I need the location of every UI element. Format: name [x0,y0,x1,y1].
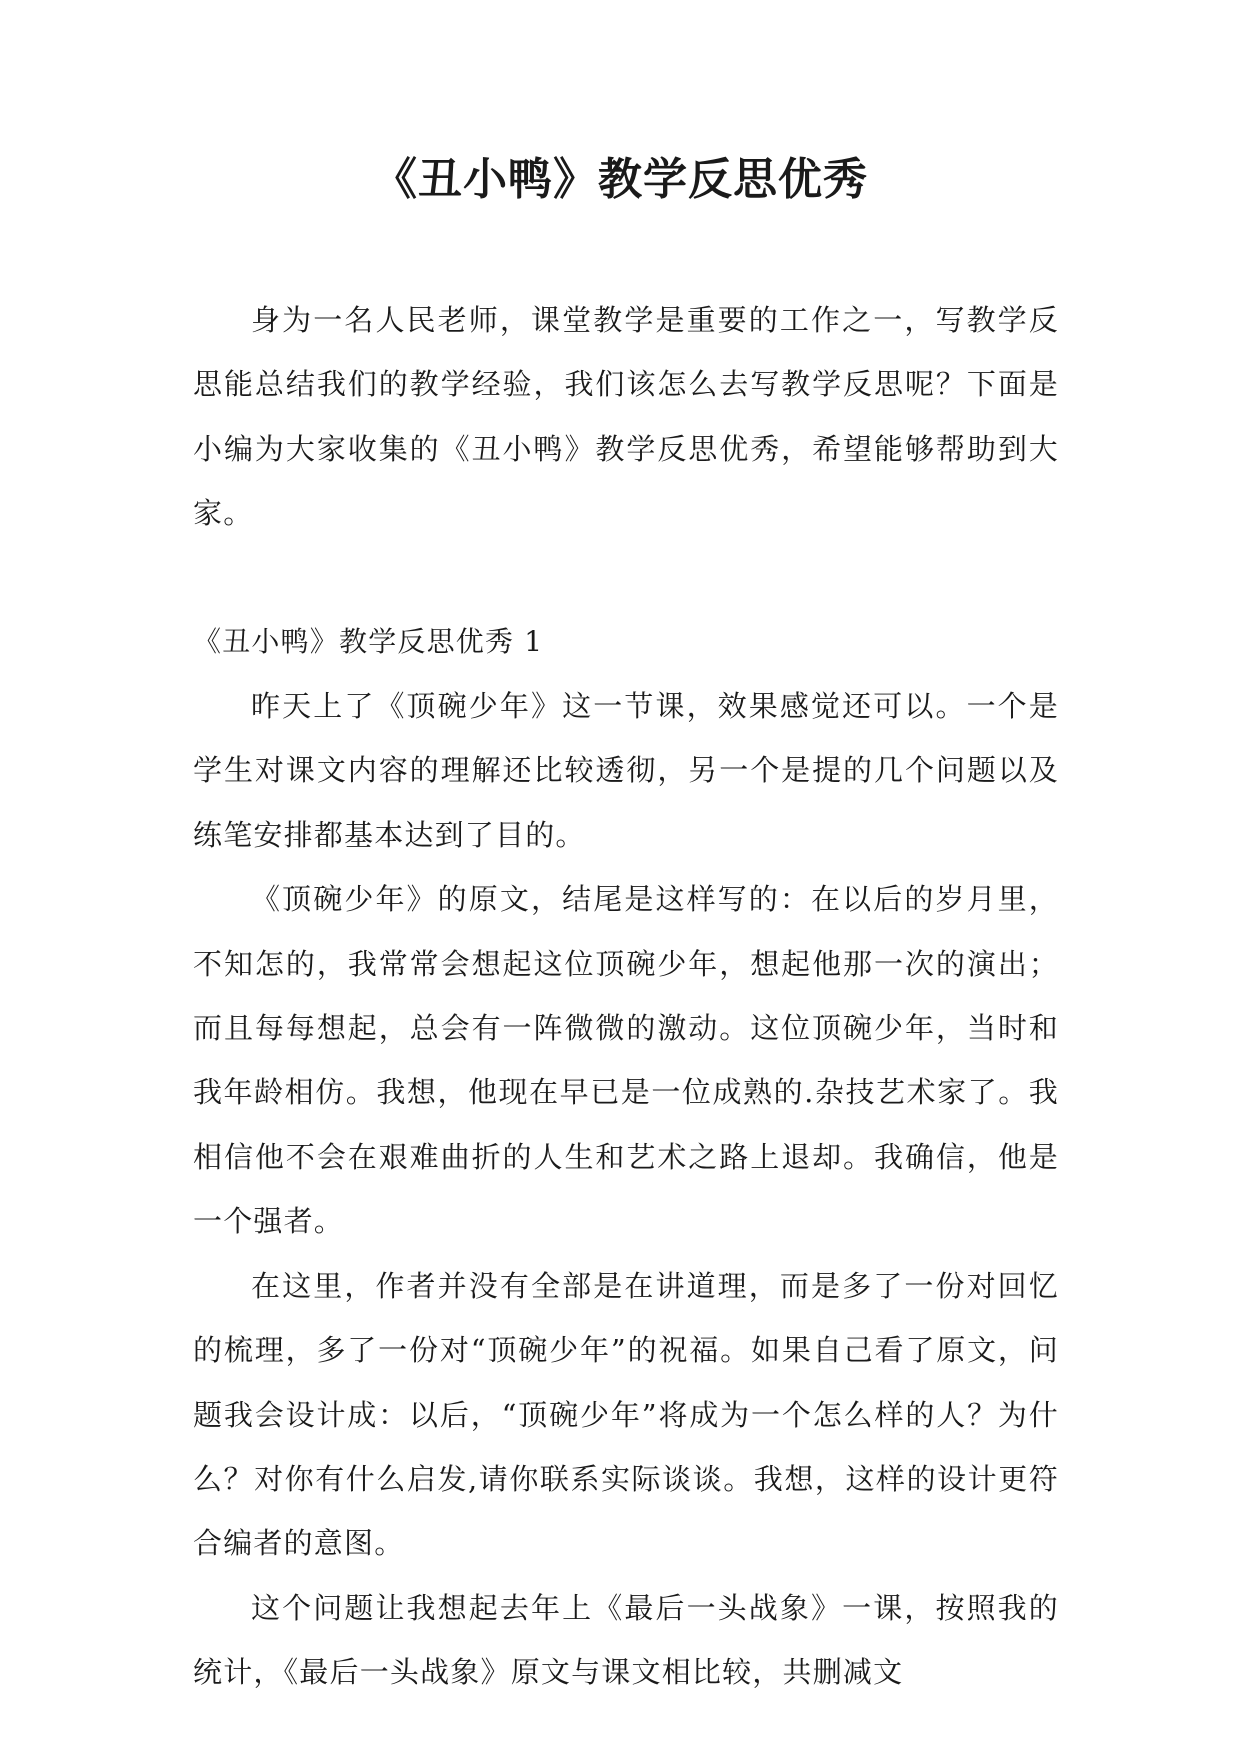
body-paragraph: 《顶碗少年》的原文，结尾是这样写的：在以后的岁月里，不知怎的，我常常会想起这位顶碗少年，想起他那一次的演出；而且每每想起，总会有一阵微微的激动。这位顶碗少年，当时和我年龄相仿。我想，他现在早已是一位成熟的.杂技艺术家了。我相信他不会在艰难曲折的人生和艺术之路上退却。我确信，他是一个强者。 [193,882,1059,1239]
document-body [193,288,1059,1705]
body-paragraph: 在这里，作者并没有全部是在讲道理，而是多了一份对回忆的梳理，多了一份对“顶碗少年”的祝福。如果自己看了原文，问题我会设计成：以后，“顶碗少年”将成为一个怎么样的人？为什么？对你有什么启发,请你联系实际谈谈。我想，这样的设计更符合编者的意图。 [193,1268,1059,1561]
body-paragraph: 昨天上了《顶碗少年》这一节课，效果感觉还可以。一个是学生对课文内容的理解还比较透彻，另一个是提的几个问题以及练笔安排都基本达到了目的。 [193,689,1059,852]
section-spacer [193,546,1059,610]
section-heading: 《丑小鸭》教学反思优秀 1 [193,624,544,658]
document-title: 《丑小鸭》教学反思优秀 [373,154,868,205]
intro-paragraph: 身为一名人民老师，课堂教学是重要的工作之一，写教学反思能总结我们的教学经验，我们该怎么去写教学反思呢？下面是小编为大家收集的《丑小鸭》教学反思优秀，希望能够帮助到大家。 [193,303,1059,531]
body-paragraph: 这个问题让我想起去年上《最后一头战象》一课，按照我的统计，《最后一头战象》原文与课文相比较，共删减文 [193,1590,1059,1690]
